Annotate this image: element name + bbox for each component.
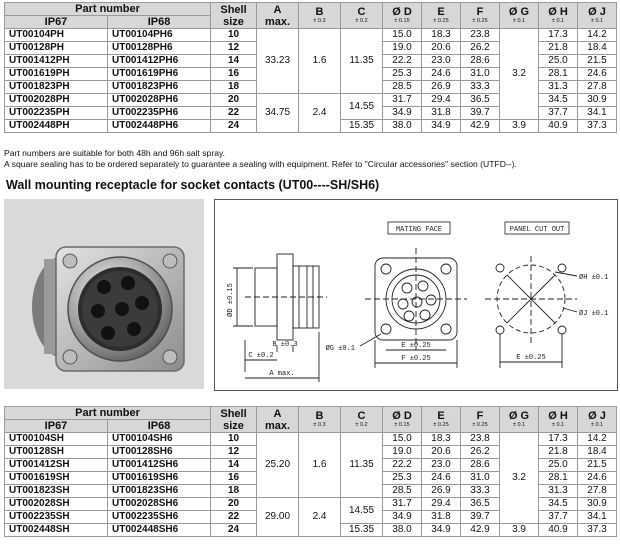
- dim-j-value: 24.6: [578, 472, 617, 485]
- dim-j-label: ØJ ±0.1: [579, 310, 609, 318]
- dim-b-label: B ±0.3: [272, 341, 298, 349]
- dim-j-value: 21.5: [578, 459, 617, 472]
- section-title: Wall mounting receptacle for socket contacts (UT00----SH/SH6): [6, 178, 380, 192]
- dim-f-value: 42.9: [461, 524, 500, 537]
- dim-f-value: 36.5: [461, 94, 500, 107]
- shell-size-value: 16: [211, 68, 257, 81]
- dim-d-value: 22.2: [383, 459, 422, 472]
- dim-j-value: 14.2: [578, 433, 617, 446]
- technical-drawing: [214, 199, 618, 391]
- col-e-header: E ± 0.25: [422, 3, 461, 29]
- dim-c-value: 15.35: [341, 120, 383, 133]
- ip67-part-number: UT00104PH: [5, 29, 108, 42]
- panel-cut-out-view: [485, 256, 577, 368]
- dim-f-value: 28.6: [461, 55, 500, 68]
- dim-c-value: 11.35: [341, 433, 383, 498]
- dim-h-value: 40.9: [539, 120, 578, 133]
- ip67-header: IP67: [5, 16, 108, 29]
- shell-size-value: 22: [211, 107, 257, 120]
- ip68-part-number: UT001619SH6: [108, 472, 211, 485]
- dim-e-value: 18.3: [422, 433, 461, 446]
- table-row: [5, 29, 617, 42]
- table-row: [5, 433, 617, 446]
- dim-a-value: 25.20: [257, 433, 299, 498]
- dim-b-value: 2.4: [299, 94, 341, 133]
- receptacle-photo-illustration: [4, 199, 204, 389]
- part-number-header: Part number: [5, 3, 211, 16]
- dim-e-value: 31.8: [422, 511, 461, 524]
- col-j-header: Ø J ± 0.1: [578, 407, 617, 433]
- dim-f-value: 39.7: [461, 511, 500, 524]
- dim-g-label: ØG ±0.1: [325, 345, 355, 353]
- dim-e-value: 31.8: [422, 107, 461, 120]
- dim-c-value: 15.35: [341, 524, 383, 537]
- shell-size-value: 20: [211, 94, 257, 107]
- dim-f-value: 36.5: [461, 498, 500, 511]
- shell-size-value: 24: [211, 524, 257, 537]
- dim-g-value: 3.2: [500, 433, 539, 524]
- dim-d-value: 38.0: [383, 120, 422, 133]
- sealing-note: A square sealing has to be ordered separately to guarantee a sealing with equipment. Refer to "Circular accessories" section (UTFD--).: [4, 159, 517, 169]
- ip68-header: IP68: [108, 16, 211, 29]
- dim-j-value: 37.3: [578, 120, 617, 133]
- shell-size-value: 24: [211, 120, 257, 133]
- dim-j-value: 34.1: [578, 511, 617, 524]
- ip67-header: IP67: [5, 420, 108, 433]
- dim-f-value: 26.2: [461, 446, 500, 459]
- dim-h-value: 34.5: [539, 94, 578, 107]
- mating-face-view: [360, 248, 467, 368]
- dim-j-value: 18.4: [578, 446, 617, 459]
- dim-j-value: 21.5: [578, 55, 617, 68]
- dim-e-value: 29.4: [422, 94, 461, 107]
- dim-f-value: 28.6: [461, 459, 500, 472]
- dim-e-value: 26.9: [422, 485, 461, 498]
- part-number-header: Part number: [5, 407, 211, 420]
- ip68-part-number: UT001412PH6: [108, 55, 211, 68]
- col-e-header: E ± 0.25: [422, 407, 461, 433]
- shell-size-value: 16: [211, 472, 257, 485]
- receptacle-pin-table: [4, 2, 617, 133]
- dim-d-value: 34.9: [383, 511, 422, 524]
- col-c-header: C ± 0.2: [341, 407, 383, 433]
- shell-size-value: 18: [211, 81, 257, 94]
- ip67-part-number: UT00128PH: [5, 42, 108, 55]
- dim-h-value: 25.0: [539, 459, 578, 472]
- dim-h-value: 17.3: [539, 433, 578, 446]
- dim-c-label: C ±0.2: [248, 352, 274, 360]
- dim-e-value: 20.6: [422, 446, 461, 459]
- dim-d-value: 38.0: [383, 524, 422, 537]
- dim-c-value: 11.35: [341, 29, 383, 94]
- dim-h-value: 17.3: [539, 29, 578, 42]
- dim-f-value: 23.8: [461, 433, 500, 446]
- dim-f-value: 33.3: [461, 81, 500, 94]
- dim-j-value: 27.8: [578, 81, 617, 94]
- dim-d-value: 34.9: [383, 107, 422, 120]
- shell-size-value: 14: [211, 55, 257, 68]
- ip67-part-number: UT002028SH: [5, 498, 108, 511]
- dim-a-value: 34.75: [257, 94, 299, 133]
- dim-d-value: 25.3: [383, 68, 422, 81]
- dim-j-value: 24.6: [578, 68, 617, 81]
- dim-d-value: 25.3: [383, 472, 422, 485]
- col-c-header: C ± 0.2: [341, 3, 383, 29]
- shell-size-value: 20: [211, 498, 257, 511]
- dim-h-label: ØH ±0.1: [579, 274, 609, 282]
- col-b-header: B ± 0.3: [299, 407, 341, 433]
- salt-spray-note: Part numbers are suitable for both 48h and 96h salt spray.: [4, 148, 226, 158]
- dim-f-value: 33.3: [461, 485, 500, 498]
- dim-f-value: 23.8: [461, 29, 500, 42]
- col-a-header: A max.: [257, 3, 299, 29]
- dim-h-value: 37.7: [539, 511, 578, 524]
- col-d-header: Ø D ± 0.15: [383, 407, 422, 433]
- dim-j-value: 14.2: [578, 29, 617, 42]
- dim-f-value: 39.7: [461, 107, 500, 120]
- ip68-part-number: UT002028SH6: [108, 498, 211, 511]
- dim-d-value: 28.5: [383, 81, 422, 94]
- shell-size-value: 18: [211, 485, 257, 498]
- dim-d-value: 15.0: [383, 433, 422, 446]
- dim-e-value: 24.6: [422, 472, 461, 485]
- ip68-part-number: UT001412SH6: [108, 459, 211, 472]
- dim-b-value: 1.6: [299, 433, 341, 498]
- dim-b-value: 2.4: [299, 498, 341, 537]
- ip68-part-number: UT00128PH6: [108, 42, 211, 55]
- dim-h-value: 25.0: [539, 55, 578, 68]
- col-b-header: B ± 0.3: [299, 3, 341, 29]
- ip68-part-number: UT00104SH6: [108, 433, 211, 446]
- dim-f-label: F ±0.25: [401, 355, 431, 363]
- dim-e-value: 24.6: [422, 68, 461, 81]
- ip67-part-number: UT001412PH: [5, 55, 108, 68]
- ip67-part-number: UT001823PH: [5, 81, 108, 94]
- dim-d-value: 31.7: [383, 498, 422, 511]
- dim-h-value: 21.8: [539, 446, 578, 459]
- ip67-part-number: UT001619SH: [5, 472, 108, 485]
- shell-size-value: 12: [211, 446, 257, 459]
- col-g-header: Ø G ± 0.1: [500, 3, 539, 29]
- col-h-header: Ø H ± 0.1: [539, 407, 578, 433]
- receptacle-dimension-drawing: [215, 200, 617, 390]
- receptacle-socket-table: [4, 406, 617, 537]
- dim-e-value: 18.3: [422, 29, 461, 42]
- dim-g-value: 3.2: [500, 29, 539, 120]
- ip67-part-number: UT001619PH: [5, 68, 108, 81]
- ip67-part-number: UT002028PH: [5, 94, 108, 107]
- col-f-header: F ± 0.25: [461, 407, 500, 433]
- dim-d-value: 28.5: [383, 485, 422, 498]
- mating-face-label: MATING FACE: [395, 226, 443, 234]
- ip67-part-number: UT002448SH: [5, 524, 108, 537]
- ip67-part-number: UT001823SH: [5, 485, 108, 498]
- dim-h-value: 28.1: [539, 68, 578, 81]
- dim-d-value: 19.0: [383, 446, 422, 459]
- dim-j-value: 27.8: [578, 485, 617, 498]
- dim-j-value: 34.1: [578, 107, 617, 120]
- ip68-part-number: UT002235SH6: [108, 511, 211, 524]
- dim-j-value: 30.9: [578, 94, 617, 107]
- ip67-part-number: UT00128SH: [5, 446, 108, 459]
- dim-c-value: 14.55: [341, 498, 383, 524]
- side-view: [233, 254, 327, 382]
- ip68-part-number: UT002448PH6: [108, 120, 211, 133]
- ip67-part-number: UT002235SH: [5, 511, 108, 524]
- dim-a-value: 33.23: [257, 29, 299, 94]
- dim-f-value: 31.0: [461, 68, 500, 81]
- col-j-header: Ø J ± 0.1: [578, 3, 617, 29]
- dim-e-label: E ±0.25: [401, 342, 431, 350]
- ip67-part-number: UT002235PH: [5, 107, 108, 120]
- col-h-header: Ø H ± 0.1: [539, 3, 578, 29]
- shell-size-value: 12: [211, 42, 257, 55]
- dim-d-value: 31.7: [383, 94, 422, 107]
- shell-size-value: 14: [211, 459, 257, 472]
- dim-h-value: 31.3: [539, 485, 578, 498]
- col-d-header: Ø D ± 0.15: [383, 3, 422, 29]
- shell-size-value: 22: [211, 511, 257, 524]
- dim-e2-label: E ±0.25: [516, 354, 546, 362]
- dim-j-value: 37.3: [578, 524, 617, 537]
- ip68-part-number: UT002235PH6: [108, 107, 211, 120]
- dim-j-value: 18.4: [578, 42, 617, 55]
- dim-h-value: 37.7: [539, 107, 578, 120]
- dim-a-value: 29.00: [257, 498, 299, 537]
- dim-e-value: 29.4: [422, 498, 461, 511]
- dim-e-value: 23.0: [422, 55, 461, 68]
- col-a-header: A max.: [257, 407, 299, 433]
- dim-f-value: 42.9: [461, 120, 500, 133]
- dim-e-value: 26.9: [422, 81, 461, 94]
- ip68-header: IP68: [108, 420, 211, 433]
- shell-size-value: 10: [211, 433, 257, 446]
- ip68-part-number: UT001823PH6: [108, 81, 211, 94]
- col-f-header: F ± 0.25: [461, 3, 500, 29]
- shell-size-header: Shell size: [211, 3, 257, 29]
- shell-size-value: 10: [211, 29, 257, 42]
- ip68-part-number: UT001619PH6: [108, 68, 211, 81]
- dim-h-value: 21.8: [539, 42, 578, 55]
- dim-f-value: 31.0: [461, 472, 500, 485]
- dim-e-value: 20.6: [422, 42, 461, 55]
- ip67-part-number: UT001412SH: [5, 459, 108, 472]
- dim-h-value: 40.9: [539, 524, 578, 537]
- dim-g-value: 3.9: [500, 524, 539, 537]
- dim-d-value: 19.0: [383, 42, 422, 55]
- dim-g-value: 3.9: [500, 120, 539, 133]
- ip68-part-number: UT00128SH6: [108, 446, 211, 459]
- product-photo: [4, 199, 204, 389]
- ip68-part-number: UT001823SH6: [108, 485, 211, 498]
- ip67-part-number: UT002448PH: [5, 120, 108, 133]
- shell-size-header: Shell size: [211, 407, 257, 433]
- dim-c-value: 14.55: [341, 94, 383, 120]
- ip68-part-number: UT00104PH6: [108, 29, 211, 42]
- dim-e-value: 34.9: [422, 524, 461, 537]
- dim-h-value: 34.5: [539, 498, 578, 511]
- col-g-header: Ø G ± 0.1: [500, 407, 539, 433]
- dim-a-label: A max.: [269, 370, 295, 378]
- ip68-part-number: UT002448SH6: [108, 524, 211, 537]
- dim-h-value: 28.1: [539, 472, 578, 485]
- dim-e-value: 34.9: [422, 120, 461, 133]
- dim-d-value: 22.2: [383, 55, 422, 68]
- dim-d-label: ØD ±0.15: [227, 283, 235, 317]
- ip67-part-number: UT00104SH: [5, 433, 108, 446]
- dim-h-value: 31.3: [539, 81, 578, 94]
- dim-e-value: 23.0: [422, 459, 461, 472]
- dim-b-value: 1.6: [299, 29, 341, 94]
- ip68-part-number: UT002028PH6: [108, 94, 211, 107]
- dim-d-value: 15.0: [383, 29, 422, 42]
- panel-cut-out-label: PANEL CUT OUT: [509, 226, 565, 234]
- dim-f-value: 26.2: [461, 42, 500, 55]
- dim-j-value: 30.9: [578, 498, 617, 511]
